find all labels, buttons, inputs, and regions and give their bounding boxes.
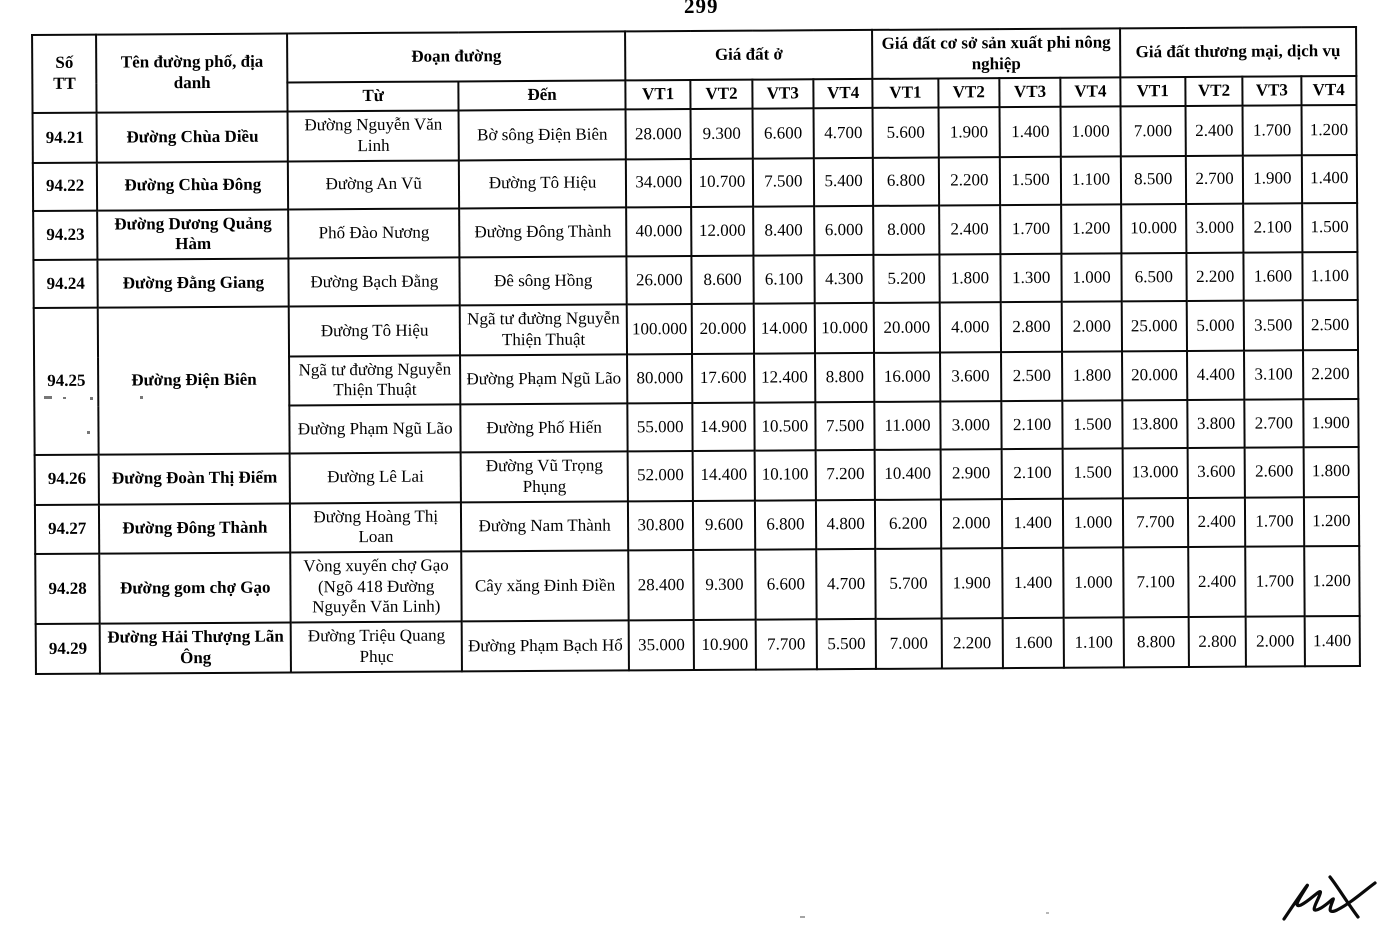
- vt-header: VT1: [1120, 77, 1186, 106]
- cell-price-vt3: 2.100: [1002, 449, 1064, 499]
- cell-price-vt1: 80.000: [627, 354, 693, 404]
- header-to: Đến: [459, 81, 626, 111]
- cell-price-vt1: 8.800: [1123, 617, 1189, 667]
- cell-from: Phố Đào Nương: [288, 208, 459, 259]
- cell-price-vt4: 1.000: [1062, 254, 1122, 302]
- cell-street-name: Đường Dương Quảng Hàm: [97, 209, 288, 260]
- cell-from: Đường Lê Lai: [290, 453, 461, 504]
- cell-price-vt4: 1.800: [1062, 351, 1122, 401]
- scan-artifact: [1046, 912, 1049, 914]
- cell-price-vt1: 52.000: [628, 451, 694, 501]
- cell-from: Đường Triệu Quang Phục: [291, 622, 462, 673]
- vt-header: VT2: [1185, 77, 1242, 106]
- cell-price-vt4: 1.100: [1061, 156, 1121, 204]
- cell-price-vt1: 5.600: [873, 108, 939, 158]
- cell-to: Ngã tư đường Nguyễn Thiện Thuật: [460, 305, 627, 355]
- scan-artifact: [530, 379, 533, 382]
- cell-price-vt3: 2.100: [1001, 401, 1063, 449]
- cell-price-vt2: 12.000: [692, 206, 754, 256]
- cell-price-vt4: 7.500: [815, 402, 875, 450]
- cell-price-vt4: 1.500: [1063, 448, 1123, 498]
- cell-price-vt2: 2.400: [1186, 106, 1244, 156]
- cell-price-vt4: 1.200: [1061, 204, 1121, 254]
- cell-price-vt3: 2.800: [1001, 302, 1063, 352]
- cell-price-vt4: 2.500: [1302, 300, 1358, 350]
- cell-price-vt1: 7.700: [1123, 498, 1189, 548]
- cell-price-vt4: 4.800: [816, 499, 876, 549]
- cell-street-name: Đường Chùa Diều: [97, 112, 288, 163]
- cell-price-vt2: 10.700: [691, 158, 753, 206]
- cell-price-vt4: 6.000: [814, 206, 874, 256]
- cell-price-vt2: 8.600: [692, 256, 754, 304]
- cell-price-vt3: 6.600: [752, 108, 814, 158]
- cell-from: Đường Phạm Ngũ Lão: [290, 405, 461, 454]
- cell-price-vt2: 14.400: [693, 451, 755, 501]
- header-from: Từ: [288, 82, 459, 112]
- cell-stt: 94.21: [33, 113, 98, 163]
- cell-price-vt4: 1.900: [1303, 399, 1359, 447]
- table-body: [33, 105, 1360, 674]
- table-header: [32, 27, 1356, 113]
- cell-street-name: Đường Hải Thượng Lãn Ông: [100, 623, 291, 674]
- cell-price-vt3: 1.400: [1002, 498, 1064, 548]
- cell-price-vt2: 1.800: [939, 254, 1001, 302]
- vt-header: VT2: [938, 79, 999, 108]
- vt-header: VT4: [1061, 78, 1121, 107]
- cell-price-vt3: 1.500: [1000, 156, 1062, 204]
- cell-price-vt2: 4.000: [939, 302, 1001, 352]
- cell-price-vt4: 2.200: [1303, 350, 1359, 400]
- cell-from: Đường An Vũ: [288, 160, 459, 209]
- cell-price-vt2: 10.900: [694, 620, 756, 670]
- table-row: [35, 546, 1359, 624]
- table-row: [36, 616, 1360, 674]
- cell-price-vt4: 8.800: [815, 353, 875, 403]
- cell-price-vt4: 4.700: [814, 108, 874, 158]
- cell-street-name: Đường Đoàn Thị Điểm: [99, 454, 290, 505]
- cell-price-vt2: 2.400: [939, 205, 1001, 255]
- cell-price-vt1: 8.500: [1120, 156, 1186, 204]
- cell-street-name: Đường Điện Biên: [98, 307, 290, 455]
- cell-price-vt3: 1.700: [1000, 204, 1062, 254]
- vt-header: VT3: [1243, 77, 1301, 106]
- cell-price-vt3: 2.000: [1246, 617, 1305, 667]
- cell-price-vt4: 4.700: [816, 549, 876, 620]
- cell-price-vt2: 9.600: [693, 500, 755, 550]
- cell-price-vt3: 1.600: [1244, 252, 1303, 300]
- cell-price-vt4: 1.400: [1301, 155, 1357, 203]
- table-row: [35, 447, 1359, 505]
- vt-header: VT4: [1301, 76, 1357, 105]
- cell-price-vt1: 30.800: [628, 501, 694, 551]
- cell-price-vt1: 28.400: [628, 550, 694, 621]
- cell-price-vt3: 1.400: [1002, 548, 1064, 619]
- cell-price-vt2: 2.900: [940, 449, 1002, 499]
- cell-price-vt2: 9.300: [691, 109, 753, 159]
- cell-stt: 94.22: [33, 162, 98, 210]
- header-stt: Số TT: [32, 35, 97, 114]
- cell-price-vt2: 2.800: [1189, 617, 1247, 667]
- cell-price-vt3: 1.900: [1243, 155, 1302, 203]
- cell-from: Ngã tư đường Nguyễn Thiện Thuật: [289, 355, 460, 406]
- cell-price-vt4: 1.200: [1303, 497, 1359, 547]
- cell-price-vt1: 35.000: [629, 620, 695, 670]
- cell-to: Đường Phạm Ngũ Lão: [460, 354, 627, 404]
- cell-street-name: Đường Đằng Giang: [98, 259, 289, 308]
- cell-price-vt3: 6.600: [755, 549, 817, 620]
- header-commercial-price: Giá đất thương mại, dịch vụ: [1120, 27, 1357, 78]
- cell-to: Cây xăng Đinh Điền: [461, 550, 628, 621]
- land-price-table: [31, 26, 1361, 675]
- cell-price-vt2: 2.200: [941, 618, 1003, 668]
- cell-price-vt1: 34.000: [626, 159, 692, 207]
- scan-artifact: [90, 397, 93, 400]
- cell-to: Đường Tô Hiệu: [459, 159, 626, 208]
- cell-price-vt1: 6.800: [873, 157, 939, 205]
- cell-price-vt4: 5.400: [814, 158, 874, 206]
- cell-price-vt1: 26.000: [626, 256, 692, 304]
- cell-street-name: Đường Chùa Đông: [97, 161, 288, 210]
- vt-header: VT3: [752, 80, 813, 109]
- cell-price-vt3: 3.100: [1244, 350, 1303, 400]
- cell-to: Đường Phố Hiến: [461, 403, 628, 452]
- cell-price-vt4: 1.000: [1063, 498, 1123, 548]
- cell-price-vt2: 2.000: [941, 499, 1003, 549]
- cell-to: Bờ sông Điện Biên: [459, 110, 626, 160]
- cell-price-vt4: 1.000: [1064, 547, 1124, 618]
- cell-price-vt2: 2.400: [1188, 497, 1246, 547]
- cell-price-vt3: 2.100: [1243, 203, 1302, 253]
- cell-price-vt4: 1.100: [1302, 252, 1358, 300]
- cell-from: Đường Tô Hiệu: [289, 306, 460, 357]
- header-production-price: Giá đất cơ sở sản xuất phi nông nghiệp: [872, 28, 1120, 79]
- cell-price-vt1: 20.000: [1122, 351, 1188, 401]
- cell-price-vt1: 7.000: [876, 619, 942, 669]
- cell-to: Đê sông Hồng: [460, 257, 627, 306]
- cell-stt: 94.23: [33, 210, 98, 260]
- table-row: [33, 252, 1357, 308]
- cell-price-vt3: 1.700: [1245, 497, 1304, 547]
- cell-from: Vòng xuyến chợ Gạo (Ngõ 418 Đường Nguyễn Văn Linh): [291, 551, 462, 622]
- cell-price-vt2: 3.600: [940, 352, 1002, 402]
- cell-price-vt1: 13.800: [1122, 400, 1188, 448]
- cell-from: Đường Hoàng Thị Loan: [290, 502, 461, 553]
- cell-price-vt2: 2.200: [1186, 253, 1244, 301]
- cell-price-vt1: 13.000: [1122, 448, 1188, 498]
- cell-stt: 94.25: [34, 308, 99, 455]
- cell-price-vt4: 4.300: [814, 255, 874, 303]
- cell-price-vt1: 7.000: [1120, 106, 1186, 156]
- cell-price-vt2: 4.400: [1187, 350, 1245, 400]
- vt-header: VT4: [813, 79, 873, 108]
- cell-price-vt4: 2.000: [1062, 302, 1122, 352]
- cell-price-vt1: 20.000: [874, 303, 940, 353]
- cell-price-vt3: 7.700: [755, 619, 817, 669]
- cell-price-vt4: 1.100: [1064, 618, 1124, 668]
- cell-price-vt3: 1.700: [1243, 106, 1302, 156]
- cell-price-vt4: 7.200: [816, 450, 876, 500]
- page-number: 299: [684, 0, 719, 18]
- cell-price-vt3: 7.500: [753, 158, 815, 206]
- cell-to: Đường Nam Thành: [461, 501, 628, 551]
- cell-price-vt4: 1.500: [1063, 400, 1123, 448]
- table-row: [33, 105, 1357, 163]
- cell-price-vt3: 1.400: [1000, 107, 1062, 157]
- cell-price-vt1: 10.400: [875, 450, 941, 500]
- cell-price-vt1: 100.000: [627, 304, 693, 354]
- cell-price-vt4: 1.400: [1304, 616, 1360, 666]
- cell-price-vt4: 10.000: [815, 303, 875, 353]
- cell-price-vt1: 25.000: [1121, 301, 1187, 351]
- cell-price-vt3: 6.800: [755, 500, 817, 550]
- cell-price-vt3: 10.100: [754, 450, 816, 500]
- scan-artifact: [87, 431, 90, 434]
- header-residential-price: Giá đất ở: [625, 30, 873, 81]
- cell-price-vt2: 3.600: [1188, 448, 1246, 498]
- cell-price-vt3: 3.500: [1244, 300, 1303, 350]
- scan-artifact: [140, 396, 143, 399]
- cell-price-vt4: 1.200: [1304, 546, 1360, 617]
- cell-price-vt4: 1.000: [1061, 107, 1121, 157]
- cell-price-vt1: 5.700: [876, 549, 942, 620]
- cell-price-vt1: 11.000: [875, 402, 941, 450]
- cell-from: Đường Bạch Đằng: [289, 258, 460, 307]
- cell-price-vt1: 10.000: [1121, 204, 1187, 254]
- cell-price-vt1: 6.200: [875, 499, 941, 549]
- cell-price-vt3: 1.600: [1003, 618, 1065, 668]
- table-row: [33, 155, 1357, 211]
- cell-price-vt3: 1.700: [1245, 546, 1304, 617]
- scan-artifact: [800, 916, 805, 918]
- vt-header: VT1: [625, 80, 691, 109]
- cell-price-vt1: 6.500: [1121, 253, 1187, 301]
- cell-stt: 94.29: [36, 624, 101, 674]
- cell-price-vt4: 5.500: [817, 619, 877, 669]
- cell-price-vt1: 16.000: [874, 352, 940, 402]
- cell-price-vt2: 1.900: [941, 548, 1003, 619]
- cell-price-vt1: 7.100: [1123, 547, 1189, 618]
- cell-price-vt2: 14.900: [693, 403, 755, 451]
- cell-price-vt3: 2.700: [1245, 399, 1304, 447]
- cell-price-vt2: 5.000: [1187, 301, 1245, 351]
- cell-price-vt2: 20.000: [692, 304, 754, 354]
- cell-stt: 94.26: [35, 455, 100, 505]
- table-row: [35, 497, 1359, 555]
- cell-price-vt1: 55.000: [627, 403, 693, 451]
- cell-price-vt2: 9.300: [694, 550, 756, 621]
- cell-price-vt4: 1.800: [1303, 447, 1359, 497]
- cell-to: Đường Phạm Bạch Hổ: [462, 621, 629, 671]
- cell-price-vt2: 3.800: [1187, 400, 1245, 448]
- header-road-segment: Đoạn đường: [287, 31, 625, 83]
- cell-stt: 94.24: [33, 260, 98, 308]
- cell-price-vt1: 40.000: [626, 207, 692, 257]
- cell-price-vt2: 2.700: [1186, 155, 1244, 203]
- cell-to: Đường Vũ Trọng Phụng: [461, 451, 628, 501]
- cell-price-vt1: 28.000: [626, 109, 692, 159]
- cell-price-vt3: 12.400: [754, 353, 816, 403]
- cell-price-vt2: 2.400: [1188, 547, 1246, 618]
- vt-header: VT3: [999, 78, 1060, 107]
- cell-street-name: Đường gom chợ Gạo: [100, 552, 291, 623]
- cell-price-vt3: 14.000: [753, 303, 815, 353]
- cell-stt: 94.27: [35, 504, 100, 554]
- cell-price-vt3: 10.500: [754, 402, 816, 450]
- cell-price-vt2: 3.000: [940, 401, 1002, 449]
- table-row: [33, 203, 1357, 261]
- cell-price-vt4: 1.200: [1301, 105, 1357, 155]
- header-street-name: Tên đường phố, địa danh: [96, 33, 287, 112]
- cell-price-vt1: 8.000: [873, 205, 939, 255]
- cell-stt: 94.28: [35, 554, 100, 625]
- scan-artifact: [44, 396, 52, 399]
- table-row: [34, 300, 1358, 358]
- cell-price-vt3: 2.600: [1245, 447, 1304, 497]
- signature: [1278, 871, 1382, 927]
- cell-street-name: Đường Đông Thành: [99, 503, 290, 554]
- cell-to: Đường Đông Thành: [459, 207, 626, 257]
- cell-price-vt3: 8.400: [753, 206, 815, 256]
- cell-price-vt1: 5.200: [874, 255, 940, 303]
- cell-price-vt3: 6.100: [753, 255, 815, 303]
- cell-price-vt4: 1.500: [1302, 203, 1358, 253]
- cell-price-vt3: 2.500: [1001, 351, 1063, 401]
- vt-header: VT2: [691, 80, 752, 109]
- scan-artifact: [63, 397, 66, 399]
- cell-price-vt2: 17.600: [692, 353, 754, 403]
- cell-from: Đường Nguyễn Văn Linh: [288, 111, 459, 162]
- header-row-groups: [32, 27, 1356, 85]
- cell-price-vt2: 3.000: [1186, 203, 1244, 253]
- cell-price-vt3: 1.300: [1000, 254, 1062, 302]
- cell-price-vt2: 1.900: [938, 107, 1000, 157]
- cell-price-vt2: 2.200: [939, 157, 1001, 205]
- vt-header: VT1: [873, 79, 939, 108]
